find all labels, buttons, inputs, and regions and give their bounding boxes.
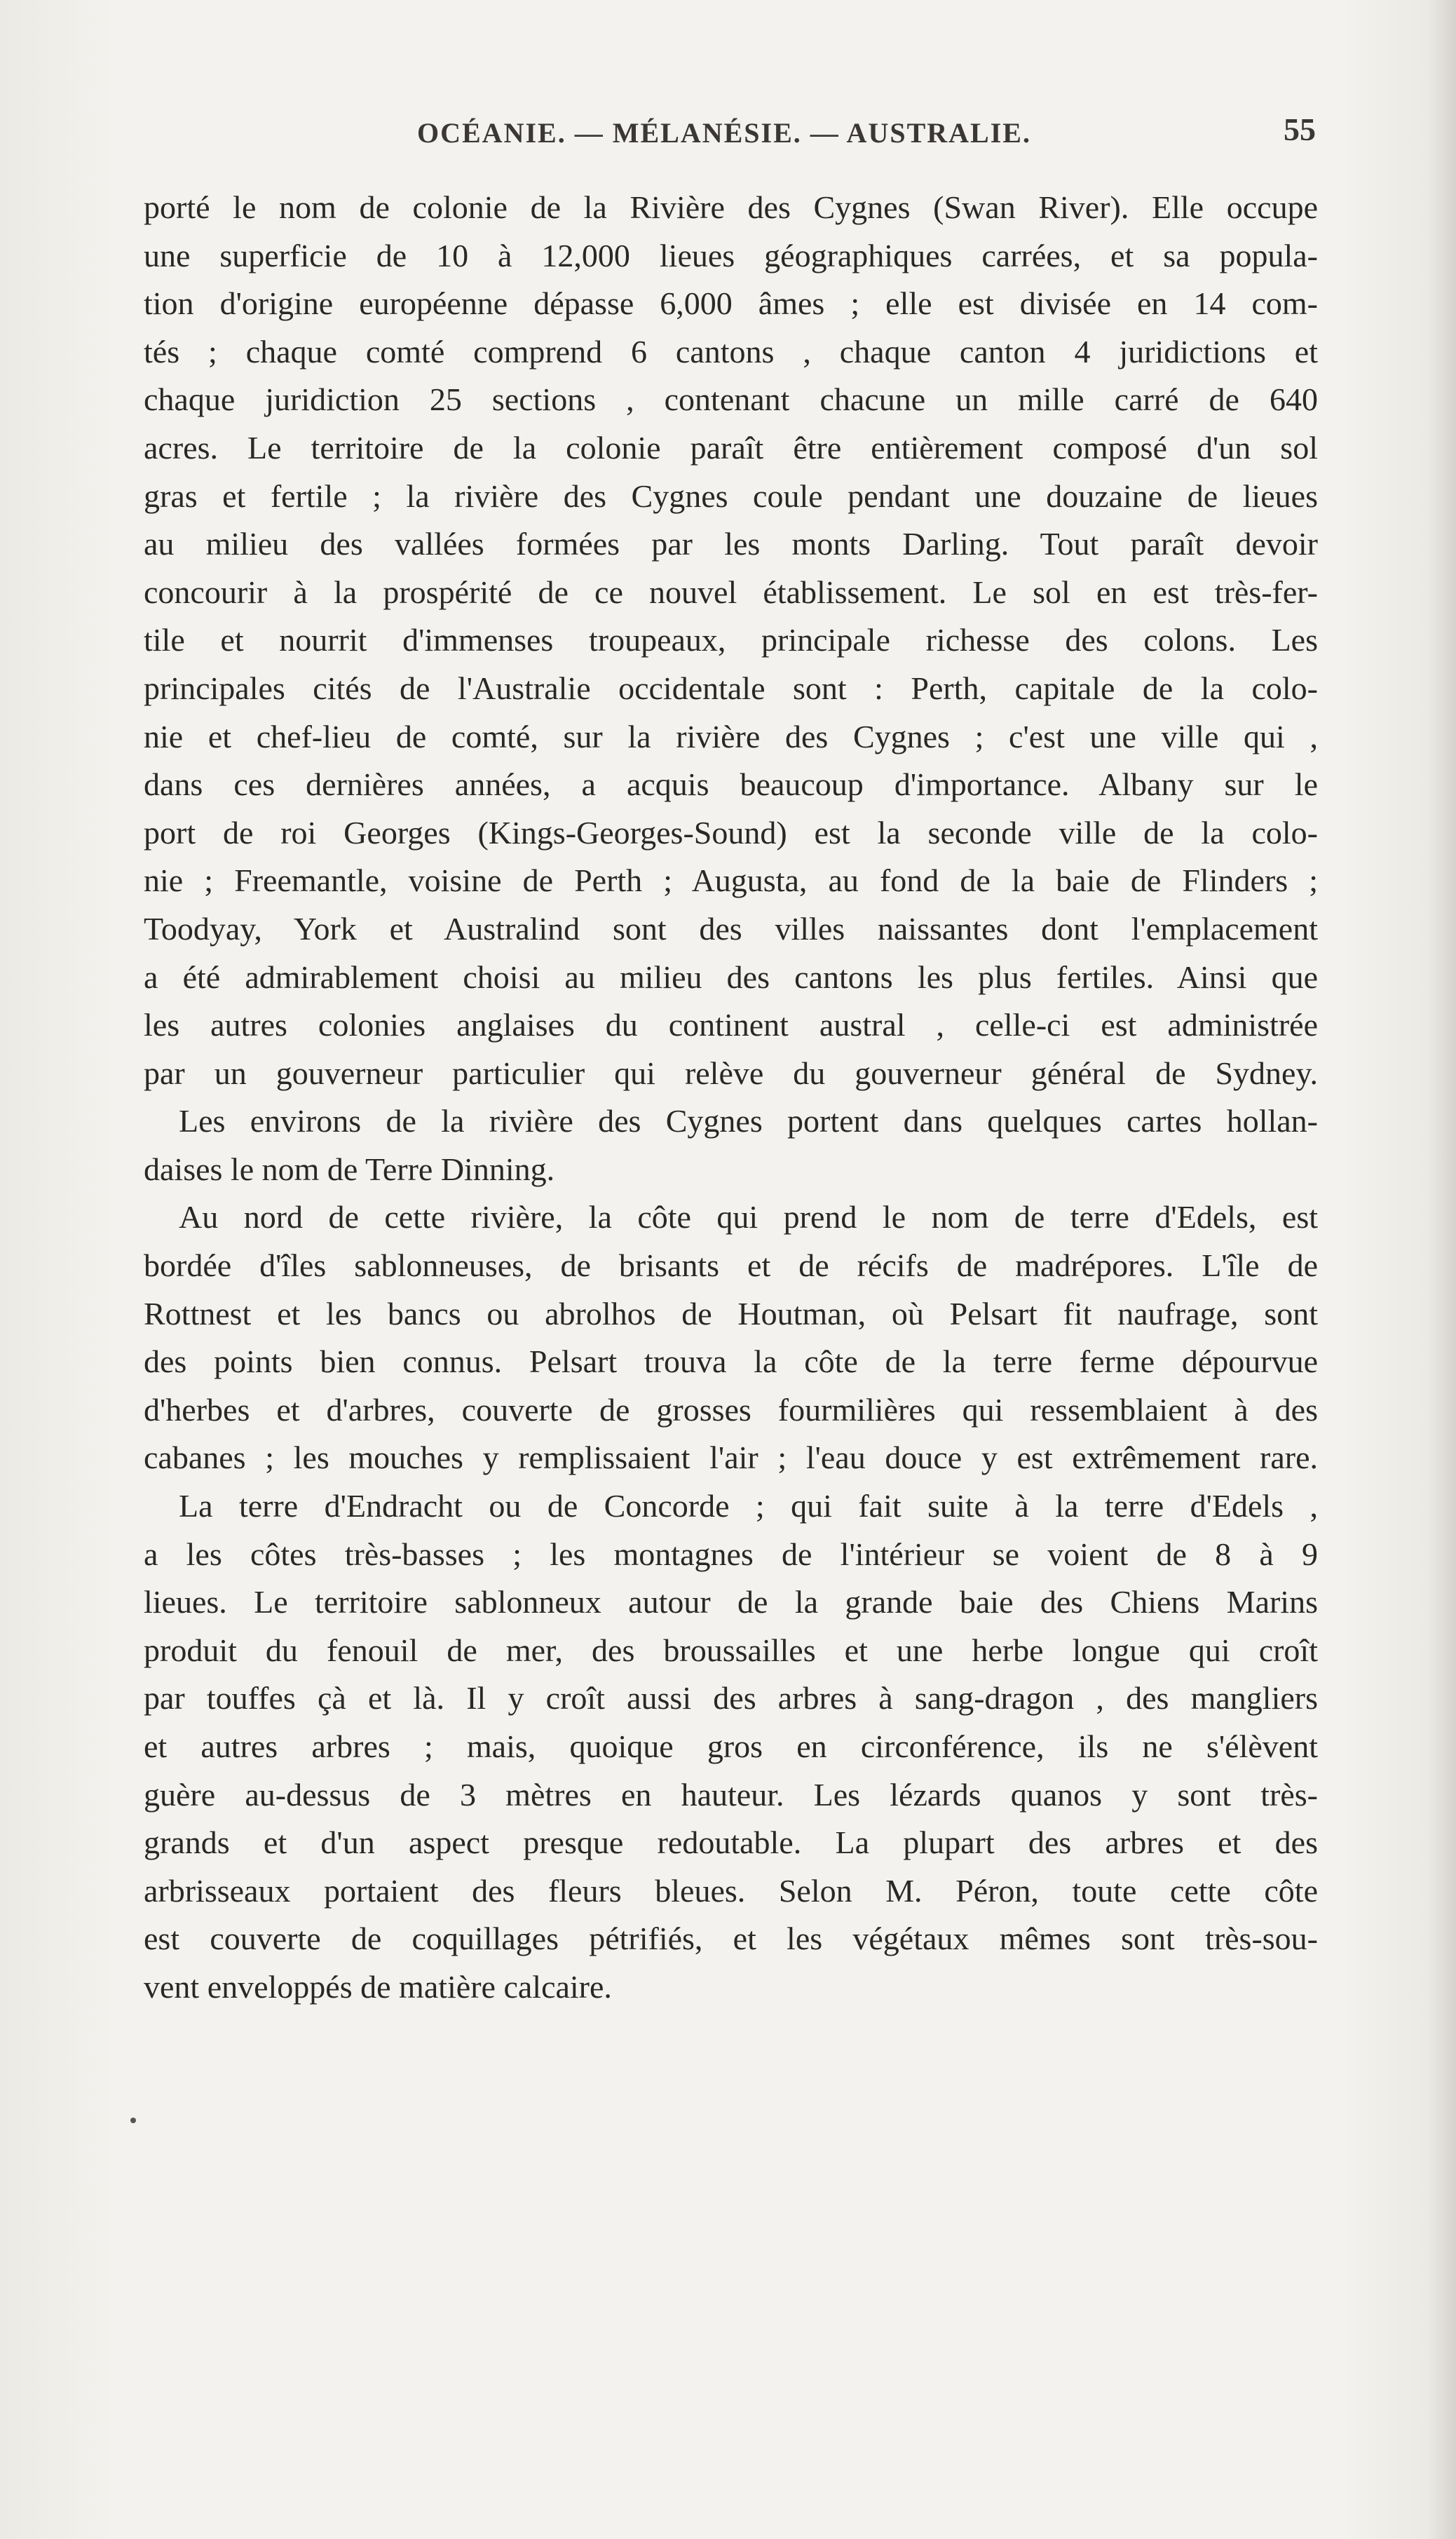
running-head: OCÉANIE. — MÉLANÉSIE. — AUSTRALIE. xyxy=(417,117,1031,149)
page-header xyxy=(144,111,1321,160)
text-line: gras et fertile ; la rivière des Cygnes coule pendant une douzaine de lieues xyxy=(144,478,1318,514)
paragraph-end-line: daises le nom de Terre Dinning. xyxy=(144,1151,555,1187)
text-line: grands et d'un aspect presque redoutable. La plupart des arbres et des xyxy=(144,1824,1318,1861)
text-line: a les côtes très-basses ; les montagnes de l'intérieur se voient de 8 à 9 xyxy=(144,1536,1318,1572)
text-line: les autres colonies anglaises du continent austral , celle-ci est administrée xyxy=(144,1007,1318,1043)
text-line: a été admirablement choisi au milieu des cantons les plus fertiles. Ainsi que xyxy=(144,959,1318,995)
text-line: acres. Le territoire de la colonie paraît être entièrement composé d'un sol xyxy=(144,429,1318,466)
text-line: nie et chef-lieu de comté, sur la rivière des Cygnes ; c'est une ville qui , xyxy=(144,718,1318,754)
text-line: par un gouverneur particulier qui relève du gouverneur général de Sydney. xyxy=(144,1055,1318,1091)
text-line: cabanes ; les mouches y remplissaient l'air ; l'eau douce y est extrêmement rare. xyxy=(144,1440,1318,1476)
print-speck xyxy=(130,2118,136,2123)
text-line: produit du fenouil de mer, des broussailles et une herbe longue qui croît xyxy=(144,1632,1318,1668)
text-line: au milieu des vallées formées par les monts Darling. Tout paraît devoir xyxy=(144,526,1318,562)
text-line: tés ; chaque comté comprend 6 cantons , chaque canton 4 juridictions et xyxy=(144,333,1318,370)
text-line: est couverte de coquillages pétrifiés, et les végétaux mêmes sont très-sou- xyxy=(144,1921,1318,1957)
text-line: chaque juridiction 25 sections , contenant chacune un mille carré de 640 xyxy=(144,381,1318,418)
text-line: des points bien connus. Pelsart trouva la côte de la terre ferme dépourvue xyxy=(144,1343,1318,1380)
text-line: arbrisseaux portaient des fleurs bleues. Selon M. Péron, toute cette côte xyxy=(144,1872,1318,1909)
page-number: 55 xyxy=(1284,111,1316,147)
text-line: concourir à la prospérité de ce nouvel établissement. Le sol en est très-fer- xyxy=(144,574,1318,610)
paragraph-start-line: Au nord de cette rivière, la côte qui prend le nom de terre d'Edels, est xyxy=(179,1199,1318,1235)
paragraph-start-line: La terre d'Endracht ou de Concorde ; qui fait suite à la terre d'Edels , xyxy=(179,1488,1318,1524)
text-line: port de roi Georges (Kings-Georges-Sound) est la seconde ville de la colo- xyxy=(144,814,1318,851)
paragraph-start-line: Les environs de la rivière des Cygnes portent dans quelques cartes hollan- xyxy=(179,1103,1318,1139)
body-text xyxy=(144,184,1318,2012)
text-line: bordée d'îles sablonneuses, de brisants et de récifs de madrépores. L'île de xyxy=(144,1247,1318,1284)
text-line: dans ces dernières années, a acquis beaucoup d'importance. Albany sur le xyxy=(144,766,1318,803)
paragraph-end-line: vent enveloppés de matière calcaire. xyxy=(144,1968,612,2005)
text-line: nie ; Freemantle, voisine de Perth ; Augusta, au fond de la baie de Flinders ; xyxy=(144,862,1318,899)
text-line: d'herbes et d'arbres, couverte de grosses fourmilières qui ressemblaient à des xyxy=(144,1391,1318,1428)
text-line: tion d'origine européenne dépasse 6,000 âmes ; elle est divisée en 14 com- xyxy=(144,285,1318,322)
text-line: une superficie de 10 à 12,000 lieues géographiques carrées, et sa popula- xyxy=(144,237,1318,273)
text-line: lieues. Le territoire sablonneux autour de la grande baie des Chiens Marins xyxy=(144,1584,1318,1620)
text-line: Rottnest et les bancs ou abrolhos de Houtman, où Pelsart fit naufrage, sont xyxy=(144,1295,1318,1332)
text-line: et autres arbres ; mais, quoique gros en circonférence, ils ne s'élèvent xyxy=(144,1728,1318,1764)
text-line: principales cités de l'Australie occidentale sont : Perth, capitale de la colo- xyxy=(144,670,1318,706)
text-line: tile et nourrit d'immenses troupeaux, principale richesse des colons. Les xyxy=(144,622,1318,658)
text-line: guère au-dessus de 3 mètres en hauteur. Les lézards quanos y sont très- xyxy=(144,1776,1318,1813)
text-line: par touffes çà et là. Il y croît aussi des arbres à sang-dragon , des mangliers xyxy=(144,1680,1318,1717)
text-line: Toodyay, York et Australind sont des villes naissantes dont l'emplacement xyxy=(144,910,1318,947)
page-edge-shadow xyxy=(1428,0,1456,2539)
text-line: porté le nom de colonie de la Rivière des Cygnes (Swan River). Elle occupe xyxy=(144,189,1318,225)
